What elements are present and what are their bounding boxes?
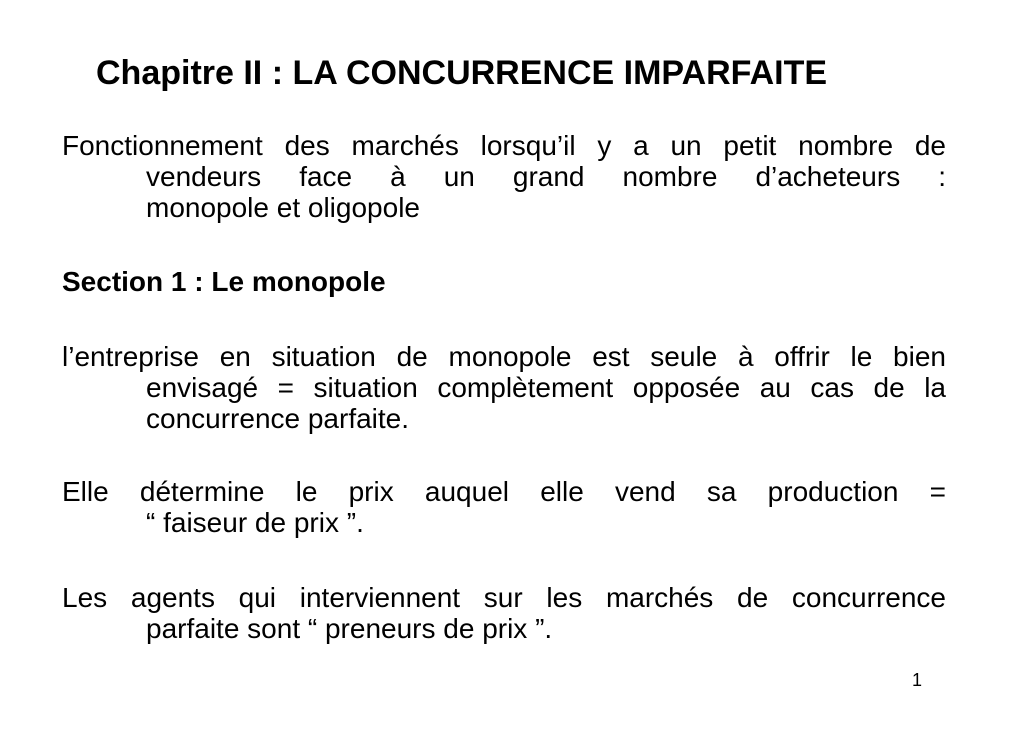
section-heading: Section 1 : Le monopole (62, 266, 386, 297)
intro-line-2: vendeurs face à un grand nombre d’acheteurs : (146, 161, 946, 192)
page-number: 1 (912, 670, 923, 690)
paragraph-3-line-2: parfaite sont “ preneurs de prix ”. (146, 613, 553, 644)
chapter-title: Chapitre II : LA CONCURRENCE IMPARFAITE (96, 54, 828, 92)
intro-line-3: monopole et oligopole (146, 192, 420, 223)
intro-line-1: Fonctionnement des marchés lorsqu’il y a un petit nombre de (62, 130, 946, 161)
paragraph-preneurs-de-prix (62, 582, 946, 644)
intro-paragraph (62, 130, 946, 223)
paragraph-1-line-1: l’entreprise en situation de monopole est seule à offrir le bien (62, 341, 946, 372)
paragraph-2-line-2: “ faiseur de prix ”. (146, 507, 364, 538)
paragraph-1-line-3: concurrence parfaite. (146, 403, 410, 434)
paragraph-2-line-1: Elle détermine le prix auquel elle vend sa production = (62, 476, 946, 507)
paragraph-3-line-1: Les agents qui interviennent sur les marchés de concurrence (62, 582, 946, 613)
paragraph-1-line-2: envisagé = situation complètement opposée au cas de la (146, 372, 946, 403)
paragraph-monopole-definition (62, 341, 946, 434)
paragraph-faiseur-de-prix (62, 476, 946, 538)
